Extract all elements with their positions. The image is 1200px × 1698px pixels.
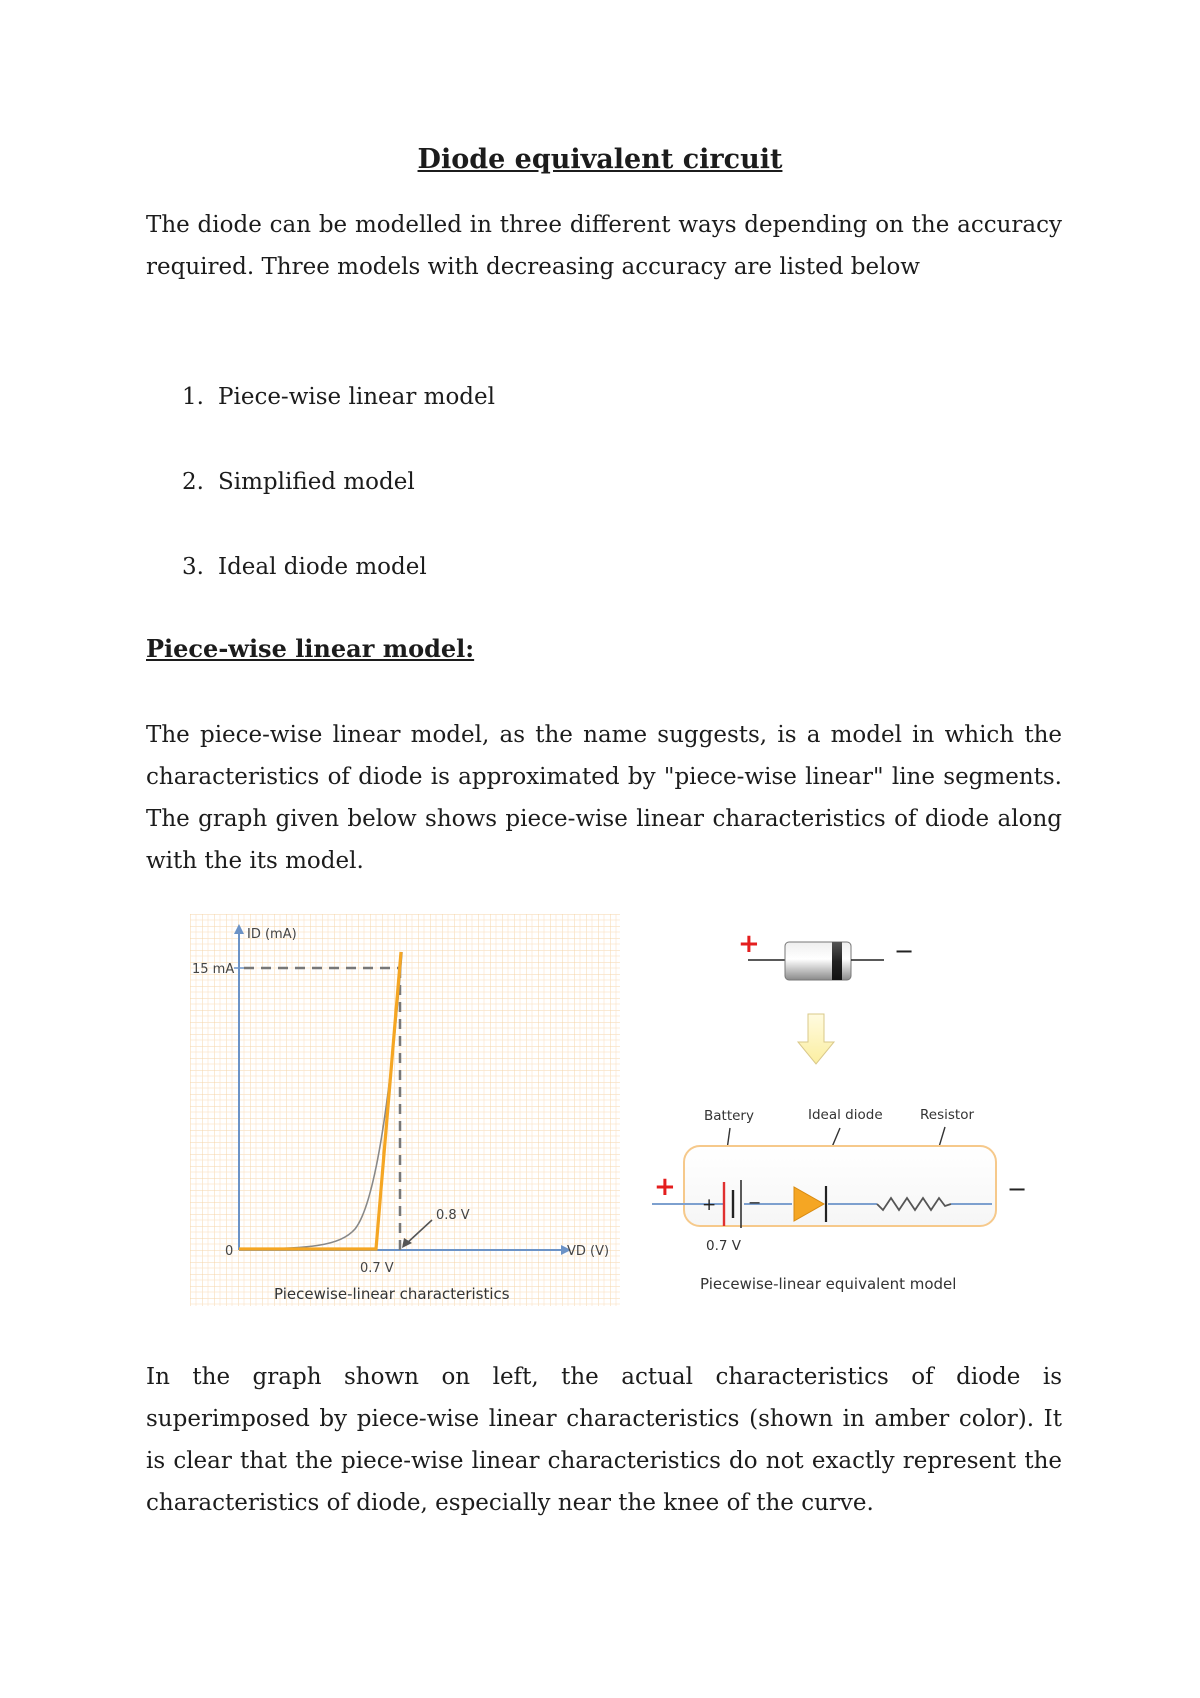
intro-paragraph: The diode can be modelled in three different ways depending on the accuracy required. Three models with decreasing accuracy are listed below	[146, 212, 1062, 280]
ideal-diode-label: Ideal diode	[808, 1107, 883, 1123]
model-caption: Piecewise-linear equivalent model	[700, 1275, 957, 1293]
y-tick-label: 15 mA	[192, 962, 235, 977]
list-label: Ideal diode model	[218, 554, 427, 580]
list-item	[182, 467, 415, 497]
battery-plus-sign: +	[702, 1195, 717, 1215]
knee-label: 0.7 V	[360, 1261, 394, 1276]
battery-label: Battery	[704, 1108, 754, 1124]
ref-voltage-label: 0.8 V	[436, 1208, 470, 1223]
resistor-label: Resistor	[920, 1107, 974, 1123]
list-label: Simplified model	[218, 469, 415, 495]
graph-caption: Piecewise-linear characteristics	[274, 1285, 510, 1303]
list-item	[182, 552, 427, 582]
pwl-equivalent-model	[640, 914, 1040, 1304]
pwl-characteristics-graph	[190, 914, 620, 1306]
diode-minus-sign: −	[894, 937, 915, 965]
graph-grid-background	[190, 914, 620, 1306]
x-axis-label: VD (V)	[567, 1244, 610, 1259]
section-paragraph: The piece-wise linear model, as the name suggests, is a model in which the characteristics of diode is approximated by "piece-wise linear" line segments. The graph given below shows piece-wise linear characteristics of diode along with the its model.	[146, 722, 1062, 874]
battery-value-label: 0.7 V	[706, 1238, 741, 1254]
model-box	[684, 1146, 996, 1226]
y-axis-label: ID (mA)	[247, 927, 297, 942]
conversion-arrow-icon	[798, 1014, 834, 1064]
list-number: 1.	[182, 384, 204, 410]
battery-minus-sign: −	[748, 1193, 762, 1212]
model-minus-sign: −	[1007, 1175, 1028, 1203]
page-title: Diode equivalent circuit	[417, 144, 783, 175]
diode-cathode-band	[832, 942, 842, 980]
list-label: Piece-wise linear model	[218, 384, 495, 410]
diode-plus-sign: +	[738, 929, 760, 959]
closing-paragraph: In the graph shown on left, the actual characteristics of diode is superimposed by piece-wise linear characteristics (shown in amber color). It is clear that the piece-wise linear characteristics do not exactly represent the characteristics of diode, especially near the knee of the curve.	[146, 1364, 1062, 1516]
list-number: 3.	[182, 554, 204, 580]
model-plus-sign: +	[654, 1172, 676, 1202]
list-item	[182, 382, 495, 412]
list-number: 2.	[182, 469, 204, 495]
section-heading: Piece-wise linear model:	[146, 634, 475, 663]
origin-label: 0	[225, 1244, 234, 1259]
